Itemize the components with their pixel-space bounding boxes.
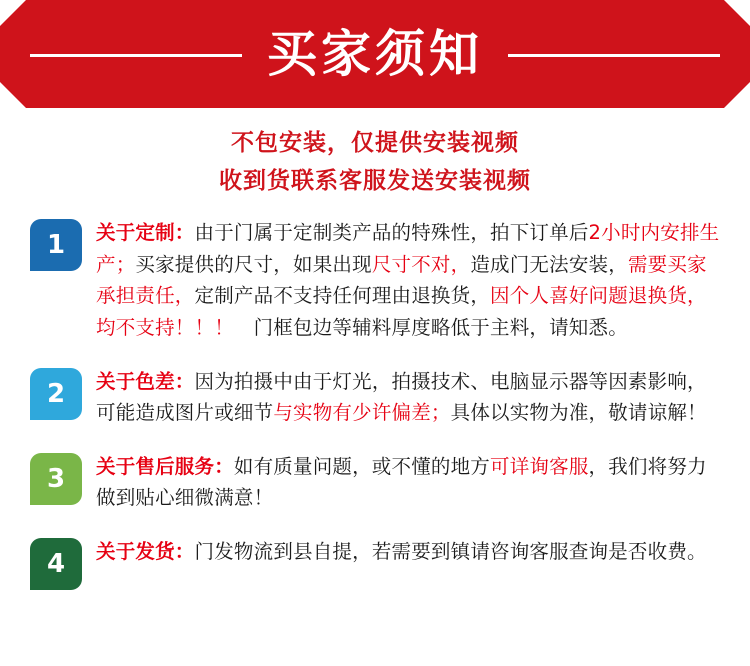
notice-lead-1: 关于定制： (96, 221, 195, 245)
notice-text-4 (195, 540, 707, 563)
notice-segment: 由于门属于定制类产品的特殊性，拍下订单后 (194, 221, 589, 245)
notice-segment: 造成门无法安装， (470, 252, 628, 276)
list-item (30, 536, 720, 590)
notice-body-4 (96, 536, 720, 568)
list-item (30, 366, 720, 429)
notice-badge-3: 3 (30, 453, 82, 505)
header-banner (0, 0, 750, 108)
notice-segment: 具体以实物为准，敬请谅解！ (450, 401, 707, 425)
banner-rule-right (508, 54, 720, 57)
notice-badge-2: 2 (30, 368, 82, 420)
notice-segment: 买家提供的尺寸，如果出现 (135, 252, 372, 276)
notice-lead-2: 关于色差： (96, 369, 195, 393)
notice-lead-3: 关于售后服务： (96, 454, 234, 478)
notice-body-2 (96, 366, 720, 429)
notice-segment: 尺寸不对， (371, 252, 471, 276)
corner-top-left-decoration (0, 0, 26, 26)
notice-segment: 定制产品不支持任何理由退换货， (194, 284, 491, 308)
list-item (30, 451, 720, 514)
notice-badge-4: 4 (30, 538, 82, 590)
subtitle-line-1: 不包安装，仅提供安装视频 (231, 130, 519, 156)
notice-segment: 门发物流到县自提，若需要到镇请咨询客服查询是否收费。 (194, 539, 707, 563)
notice-segment: 因个人喜好问题退换货，均不支持！！！ (96, 284, 707, 340)
notice-segment: 与实物有少许偏差； (273, 401, 451, 425)
page-title: 买家须知 (267, 25, 483, 83)
header-banner-inner (0, 0, 750, 108)
notice-segment: 因为拍摄中由于灯光，拍摄技术、电脑显示器等因素影响，可能造成图片或细节 (96, 369, 707, 425)
notice-segment: 门框包边等辅料厚度略低于主料，请知悉。 (233, 316, 628, 340)
notice-list (0, 201, 750, 590)
notice-body-3 (96, 451, 720, 514)
notice-badge-1: 1 (30, 219, 82, 271)
notice-segment: ，我们将努力做到贴心细微满意！ (96, 454, 707, 510)
corner-bottom-left-decoration (0, 82, 26, 108)
notice-segment: 可详询客服 (490, 454, 589, 478)
subtitle-block (0, 108, 750, 199)
subtitle-line-2: 收到货联系客服发送安装视频 (219, 167, 531, 194)
list-item (30, 217, 720, 343)
corner-top-right-decoration (724, 0, 750, 26)
corner-bottom-right-decoration (724, 82, 750, 108)
notice-segment: 2小时内安排生产； (96, 221, 720, 276)
notice-body-1 (96, 217, 720, 343)
notice-segment: 需要买家承担责任， (96, 252, 707, 308)
notice-segment: 如有质量问题，或不懂的地方 (233, 454, 491, 478)
notice-lead-4: 关于发货： (96, 539, 195, 563)
banner-rule-left (30, 54, 242, 57)
